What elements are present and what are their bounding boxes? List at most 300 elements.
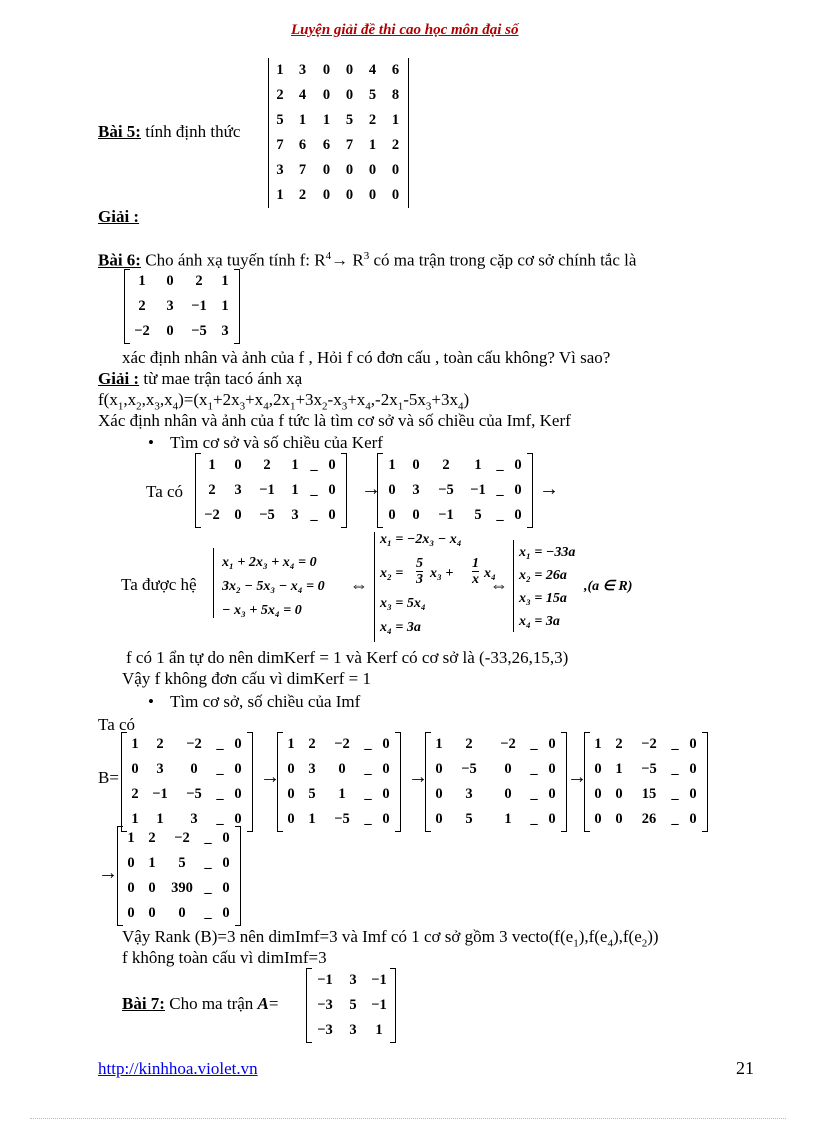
arrow-icon: → [539, 478, 559, 500]
matrix-cell: 6 [322, 137, 331, 153]
matrix-cell: 5 [465, 811, 473, 827]
matrix-row [121, 826, 237, 851]
matrix-cell: _ [216, 811, 224, 827]
matrix-row [381, 503, 529, 528]
matrix-cell: 0 [382, 736, 390, 752]
matrix-cell: 0 [412, 507, 420, 523]
matrix-row [270, 158, 407, 183]
bai5-line [98, 122, 240, 142]
bai6-arrow: → [331, 250, 349, 270]
matrix-cell: −2 [641, 736, 657, 752]
matrix-cell: 5 [368, 87, 377, 103]
matrix-cell: 0 [689, 811, 697, 827]
matrix-row [588, 732, 704, 757]
matrix-row [588, 807, 704, 832]
matrix-cell: _ [216, 761, 224, 777]
matrix-cell: 4 [368, 62, 377, 78]
bai7-matrix [310, 968, 392, 1043]
matrix-cell: 0 [514, 507, 522, 523]
matrix-cell: −2 [174, 830, 190, 846]
matrix-cell: 2 [442, 457, 450, 473]
matrix-cell: 3 [298, 62, 307, 78]
matrix-row [128, 294, 236, 319]
matrix-cell: 1 [127, 830, 135, 846]
matrix-cell: _ [364, 761, 372, 777]
matrix-cell: 0 [287, 761, 295, 777]
matrix-cell: 0 [435, 811, 443, 827]
matrix-cell: −3 [317, 997, 333, 1013]
matrix-cell: 2 [148, 830, 156, 846]
matrix-cell: 1 [298, 112, 307, 128]
matrix-row [429, 732, 563, 757]
matrix-cell: _ [204, 830, 212, 846]
bai6-text-b: R [348, 250, 364, 270]
matrix-cell: 2 [308, 736, 316, 752]
matrix-cell: _ [530, 786, 538, 802]
matrix-cell: 0 [345, 62, 354, 78]
matrix-cell: 0 [368, 162, 377, 178]
footer-link[interactable]: http://kinhhoa.violet.vn [98, 1059, 258, 1078]
matrix-row [429, 757, 563, 782]
iff-1: ⇔ [350, 575, 368, 595]
matrix-cell: _ [496, 482, 504, 498]
matrix-cell: 3 [412, 482, 420, 498]
aug-matrix-2 [381, 453, 529, 528]
matrix-cell: 3 [190, 811, 198, 827]
matrix-cell: 1 [148, 855, 156, 871]
matrix-cell: 0 [328, 482, 336, 498]
matrix-cell: 0 [328, 457, 336, 473]
cond-a: ,(a ∈ R) [584, 579, 633, 594]
matrix-cell: 0 [148, 905, 156, 921]
matrix-cell: 0 [689, 786, 697, 802]
bai7-line: Bài 7: Cho ma trận A= [122, 994, 279, 1013]
bm5-wrap [117, 826, 241, 926]
aug2-wrap [377, 453, 533, 528]
bai6-giai-text: từ mae trận tacó ánh xạ [139, 369, 303, 388]
matrix-cell: 0 [222, 855, 230, 871]
matrix-cell: −5 [641, 761, 657, 777]
matrix-row [429, 807, 563, 832]
matrix-cell: _ [204, 880, 212, 896]
bai6-matrix-wrap [124, 269, 240, 344]
matrix-cell: 3 [234, 482, 242, 498]
matrix-cell: 2 [208, 482, 216, 498]
matrix-row [270, 83, 407, 108]
matrix-row [270, 108, 407, 133]
matrix-cell: _ [204, 905, 212, 921]
matrix-row [588, 757, 704, 782]
matrix-cell: 1 [474, 457, 482, 473]
matrix-cell: _ [364, 811, 372, 827]
matrix-cell: −1 [438, 507, 454, 523]
matrix-cell: 2 [138, 298, 146, 314]
sys3-eq1: x₁ = −33a [519, 545, 576, 560]
page-header: Luyện giải đề thi cao học môn đại số [291, 22, 519, 38]
matrix-row [199, 503, 343, 528]
matrix-cell: 1 [131, 736, 139, 752]
matrix-row [121, 876, 237, 901]
system-1 [222, 551, 325, 623]
matrix-cell: 1 [504, 811, 512, 827]
matrix-cell: 0 [127, 905, 135, 921]
matrix-cell: 0 [412, 457, 420, 473]
bai6-line [98, 250, 636, 271]
bm4-wrap [584, 732, 708, 832]
matrix-cell: 0 [127, 855, 135, 871]
matrix-cell: _ [216, 786, 224, 802]
bai5-label: Bài 5: [98, 122, 141, 141]
matrix-cell: 1 [615, 761, 623, 777]
matrix-cell: _ [310, 482, 318, 498]
matrix-cell: 0 [345, 87, 354, 103]
matrix-row [125, 757, 249, 782]
matrix-cell: 0 [548, 786, 556, 802]
bm3-wrap [425, 732, 567, 832]
matrix-row [128, 269, 236, 294]
page-number: 21 [736, 1058, 754, 1078]
matrix-cell: 1 [435, 736, 443, 752]
matrix-cell: 0 [234, 736, 242, 752]
matrix-cell: 3 [291, 507, 299, 523]
matrix-cell: 3 [221, 323, 229, 339]
matrix-cell: _ [530, 811, 538, 827]
matrix-cell: 0 [382, 811, 390, 827]
matrix-cell: 0 [514, 457, 522, 473]
matrix-cell: 3 [156, 761, 164, 777]
matrix-row [310, 1018, 392, 1043]
matrix-cell: 0 [689, 736, 697, 752]
matrix-cell: 1 [276, 62, 284, 78]
kerf-line-1: f có 1 ẩn tự do nên dimKerf = 1 và Kerf có cơ sở là (-33,26,15,3) [126, 648, 569, 667]
aug-matrix-1 [199, 453, 343, 528]
matrix-cell: 2 [276, 87, 284, 103]
matrix-cell: 0 [234, 507, 242, 523]
matrix-cell: _ [671, 761, 679, 777]
brace-2 [374, 532, 375, 642]
matrix-row [121, 851, 237, 876]
bm2-wrap [277, 732, 401, 832]
matrix-cell: −2 [500, 736, 516, 752]
bai6-giai: Giải : [98, 369, 140, 388]
matrix-cell: _ [530, 736, 538, 752]
matrix-row [199, 453, 343, 478]
matrix-cell: 6 [391, 62, 400, 78]
bai6-text-a: Cho ánh xạ tuyến tính f: R [145, 250, 326, 270]
matrix-cell: 0 [345, 162, 354, 178]
bai5-determinant [268, 58, 409, 208]
bai7-aname: A [257, 994, 269, 1013]
matrix-cell: 0 [689, 761, 697, 777]
matrix-cell: 0 [190, 761, 198, 777]
brace-1 [213, 548, 214, 618]
matrix-cell: 15 [641, 786, 657, 802]
matrix-cell: 7 [276, 137, 284, 153]
sys3-eq2: x₂ = 26a [519, 568, 567, 583]
sys1-eq1: x₁ + 2x₃ + x₄ = 0 [222, 555, 317, 570]
matrix-cell: 0 [322, 162, 331, 178]
matrix-cell: 1 [156, 811, 164, 827]
matrix-cell: 2 [263, 457, 271, 473]
matrix-cell: 1 [368, 137, 377, 153]
sys2-eq3: x₃ = 5x₄ [380, 596, 426, 611]
matrix-cell: 0 [322, 87, 331, 103]
taco-1: Ta có [146, 482, 184, 501]
matrix-cell: _ [496, 457, 504, 473]
matrix-cell: 1 [276, 187, 284, 203]
iff-2: ⇔ [490, 575, 508, 595]
matrix-cell: 1 [138, 273, 146, 289]
matrix-cell: 2 [615, 736, 623, 752]
matrix-cell: 1 [208, 457, 216, 473]
matrix-row [125, 782, 249, 807]
matrix-cell: 0 [594, 811, 602, 827]
matrix-row [125, 732, 249, 757]
b-matrix-1 [125, 732, 249, 832]
matrix-cell: 3 [349, 1022, 357, 1038]
bai5-text: tính định thức [145, 122, 241, 141]
matrix-row [270, 183, 407, 208]
arrow-icon: → [260, 766, 280, 788]
bai7-wrap [306, 968, 396, 1043]
sys3-eq3: x₃ = 15a [519, 591, 567, 606]
matrix-cell: 1 [221, 273, 229, 289]
matrix-cell: _ [671, 811, 679, 827]
bai5-matrix [270, 58, 407, 208]
matrix-cell: 0 [166, 273, 174, 289]
matrix-cell: 2 [131, 786, 139, 802]
matrix-cell: 3 [166, 298, 174, 314]
matrix-row [199, 478, 343, 503]
matrix-cell: 1 [391, 112, 400, 128]
matrix-cell: _ [671, 736, 679, 752]
matrix-cell: _ [364, 786, 372, 802]
arrow-icon: → [98, 862, 118, 884]
matrix-cell: 0 [504, 761, 512, 777]
matrix-cell: −2 [134, 323, 150, 339]
matrix-cell: 0 [548, 736, 556, 752]
matrix-row [281, 732, 397, 757]
matrix-cell: 0 [391, 162, 400, 178]
bullet-imf: • Tìm cơ sở, số chiều của Imf [170, 692, 360, 712]
matrix-cell: −1 [259, 482, 275, 498]
matrix-cell: −5 [461, 761, 477, 777]
matrix-cell: 1 [131, 811, 139, 827]
arrow-icon: → [361, 478, 381, 500]
brace-3 [513, 540, 514, 632]
taduoche: Ta được hệ [121, 575, 197, 594]
matrix-cell: 0 [594, 786, 602, 802]
matrix-cell: 2 [465, 736, 473, 752]
matrix-cell: −5 [259, 507, 275, 523]
matrix-cell: 8 [391, 87, 400, 103]
matrix-cell: _ [310, 507, 318, 523]
sys2-eq2: x₂ = 5 3 x₃ + 1 x x₄ [380, 556, 496, 587]
matrix-cell: 2 [156, 736, 164, 752]
matrix-cell: 0 [234, 457, 242, 473]
matrix-cell: 0 [328, 507, 336, 523]
matrix-cell: 0 [548, 761, 556, 777]
matrix-cell: 0 [131, 761, 139, 777]
matrix-cell: 1 [338, 786, 346, 802]
matrix-cell: 0 [594, 761, 602, 777]
matrix-cell: −3 [317, 1022, 333, 1038]
matrix-cell: −2 [204, 507, 220, 523]
matrix-cell: 1 [308, 811, 316, 827]
matrix-cell: 4 [298, 87, 307, 103]
sys1-eq2: 3x₂ − 5x₃ − x₄ = 0 [222, 579, 325, 594]
b-matrix-4 [588, 732, 704, 832]
matrix-cell: 3 [349, 972, 357, 988]
matrix-row [281, 757, 397, 782]
matrix-cell: 1 [594, 736, 602, 752]
matrix-cell: 7 [298, 162, 307, 178]
matrix-cell: 0 [504, 786, 512, 802]
bai6-sup4: 4 [325, 250, 332, 262]
matrix-cell: 3 [465, 786, 473, 802]
matrix-row [281, 807, 397, 832]
matrix-row [270, 58, 407, 83]
b-matrix-2 [281, 732, 397, 832]
matrix-cell: 5 [178, 855, 186, 871]
matrix-cell: _ [496, 507, 504, 523]
matrix-cell: 5 [345, 112, 354, 128]
matrix-cell: −1 [470, 482, 486, 498]
matrix-cell: 0 [178, 905, 186, 921]
sys3-eq4: x₄ = 3a [519, 614, 560, 629]
toancau-line: f không toàn cấu vì dimImf=3 [122, 948, 327, 967]
system-3 [519, 541, 575, 633]
matrix-cell: _ [671, 786, 679, 802]
matrix-cell: 5 [474, 507, 482, 523]
matrix-cell: 0 [338, 761, 346, 777]
matrix-cell: −2 [186, 736, 202, 752]
matrix-cell: −1 [317, 972, 333, 988]
rank-line: Vậy Rank (B)=3 nên dimImf=3 và Imf có 1 cơ sở gồm 3 $vecto(f(e_1),f(e_4),f(e_2))$ [122, 927, 659, 950]
matrix-cell: 2 [298, 187, 307, 203]
matrix-cell: 0 [382, 786, 390, 802]
sys1-eq3: − x₃ + 5x₄ = 0 [222, 603, 302, 618]
matrix-cell: −5 [191, 323, 207, 339]
sys2-eq1: x₁ = −2x₃ − x₄ [380, 532, 462, 547]
matrix-cell: 0 [222, 830, 230, 846]
matrix-cell: 0 [287, 811, 295, 827]
matrix-cell: 0 [388, 507, 396, 523]
matrix-cell: 0 [345, 187, 354, 203]
matrix-cell: 0 [127, 880, 135, 896]
kerf-line-2: Vậy f không đơn cấu vì dimKerf = 1 [122, 669, 371, 688]
taco-2: Ta có [98, 715, 136, 734]
matrix-cell: 0 [234, 786, 242, 802]
matrix-cell: 0 [234, 811, 242, 827]
bai6-formula: $f(x_1,x_2,x_3,x_4)=(x_1+2x_3+x_4,2x_1+3x_2-x_3+x_4,-2x_1-5x_3+3x_4)$ [98, 390, 470, 413]
matrix-cell: 2 [391, 137, 400, 153]
matrix-row [588, 782, 704, 807]
matrix-cell: −5 [186, 786, 202, 802]
matrix-cell: 6 [298, 137, 307, 153]
sys2-eq4: x₄ = 3a [380, 620, 421, 635]
matrix-cell: 1 [291, 457, 299, 473]
matrix-cell: −1 [191, 298, 207, 314]
matrix-cell: 1 [322, 112, 331, 128]
matrix-cell: 1 [291, 482, 299, 498]
matrix-cell: 5 [349, 997, 357, 1013]
matrix-row [121, 901, 237, 926]
matrix-cell: 390 [171, 880, 193, 896]
matrix-cell: 0 [322, 187, 331, 203]
matrix-cell: 1 [388, 457, 396, 473]
matrix-cell: 0 [435, 786, 443, 802]
bai6-xd: Xác định nhân và ảnh của f tức là tìm cơ sở và số chiều của Imf, Kerf [98, 411, 571, 430]
bullet-kerf: • Tìm cơ sở và số chiều của Kerf [170, 433, 383, 453]
b-matrix-5 [121, 826, 237, 926]
bai6-question: xác định nhân và ảnh của f , Hỏi f có đơn cấu , toàn cấu không? Vì sao? [122, 348, 611, 367]
aug1-wrap [195, 453, 347, 528]
matrix-cell: 0 [391, 187, 400, 203]
matrix-cell: 0 [222, 905, 230, 921]
matrix-row [128, 319, 236, 344]
matrix-cell: 0 [435, 761, 443, 777]
matrix-cell: 0 [148, 880, 156, 896]
matrix-cell: 1 [287, 736, 295, 752]
bai7-label: Bài 7: [122, 994, 165, 1013]
matrix-cell: 2 [368, 112, 377, 128]
system-2 [380, 532, 496, 644]
bai7-text: Cho ma trận [169, 994, 254, 1013]
matrix-cell: 1 [375, 1022, 383, 1038]
matrix-cell: _ [530, 761, 538, 777]
matrix-cell: −5 [438, 482, 454, 498]
matrix-cell: 0 [287, 786, 295, 802]
matrix-cell: _ [364, 736, 372, 752]
bai6-giai-line [98, 369, 302, 389]
matrix-row [310, 993, 392, 1018]
matrix-cell: −5 [334, 811, 350, 827]
matrix-cell: −1 [371, 997, 387, 1013]
matrix-cell: 2 [195, 273, 203, 289]
matrix-cell: 5 [276, 112, 284, 128]
matrix-cell: _ [310, 457, 318, 473]
matrix-cell: 0 [234, 761, 242, 777]
bai6-label: Bài 6: [98, 250, 141, 270]
matrix-row [381, 453, 529, 478]
matrix-cell: 3 [308, 761, 316, 777]
matrix-cell: _ [216, 736, 224, 752]
arrow-icon: → [567, 766, 587, 788]
matrix-cell: 0 [388, 482, 396, 498]
bm1-wrap [121, 732, 253, 832]
matrix-cell: 0 [166, 323, 174, 339]
bai5-giai: Giải : [98, 207, 140, 226]
matrix-cell: −1 [371, 972, 387, 988]
matrix-cell: 1 [221, 298, 229, 314]
matrix-cell: 0 [615, 786, 623, 802]
matrix-row [270, 133, 407, 158]
matrix-cell: −2 [334, 736, 350, 752]
matrix-row [281, 782, 397, 807]
matrix-cell: 7 [345, 137, 354, 153]
matrix-cell: 5 [308, 786, 316, 802]
matrix-cell: −1 [152, 786, 168, 802]
matrix-row [381, 478, 529, 503]
matrix-cell: 0 [368, 187, 377, 203]
bai6-sup3: 3 [363, 250, 370, 262]
matrix-cell: _ [204, 855, 212, 871]
arrow-icon: → [408, 766, 428, 788]
matrix-row [310, 968, 392, 993]
bai6-matrix [128, 269, 236, 344]
matrix-cell: 0 [322, 62, 331, 78]
